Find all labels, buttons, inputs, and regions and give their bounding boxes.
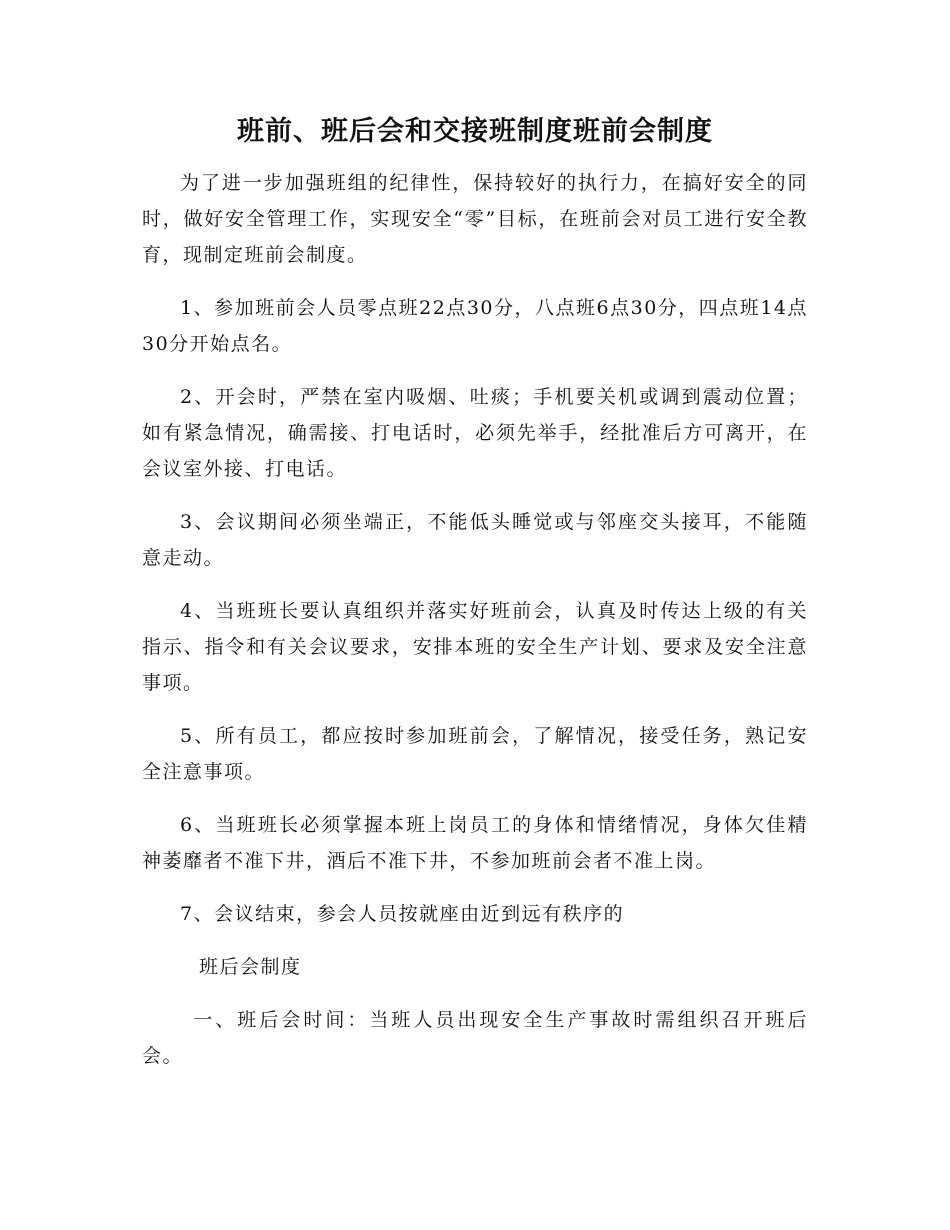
rule-2-paragraph: 2、开会时，严禁在室内吸烟、吐痰；手机要关机或调到震动位置；如有紧急情况，确需接、打电话时，必须先举手，经批准后方可离开，在会议室外接、打电话。	[142, 386, 808, 480]
rule-7-paragraph: 7、会议结束，参会人员按就座由近到远有秩序的	[180, 903, 625, 925]
section-2-rule-1-paragraph: 一、班后会时间：当班人员出现安全生产事故时需组织召开班后会。	[142, 1009, 808, 1067]
rule-1-paragraph: 1、参加班前会人员零点班22点30分，八点班6点30分，四点班14点30分开始点名。	[142, 297, 808, 355]
document-title: 班前、班后会和交接班制度班前会制度	[237, 116, 713, 147]
section-2-heading: 班后会制度	[199, 956, 302, 978]
rule-6-paragraph: 6、当班班长必须掌握本班上岗员工的身体和情绪情况，身体欠佳精神萎靡者不准下井，酒后不准下井，不参加班前会者不准上岗。	[142, 814, 808, 872]
document-body	[142, 165, 808, 1091]
rule-5-paragraph: 5、所有员工，都应按时参加班前会，了解情况，接受任务，熟记安全注意事项。	[142, 725, 808, 783]
intro-paragraph: 为了进一步加强班组的纪律性，保持较好的执行力，在搞好安全的同时，做好安全管理工作，实现安全“零”目标，在班前会对员工进行安全教育，现制定班前会制度。	[142, 172, 808, 266]
rule-3-paragraph: 3、会议期间必须坐端正，不能低头睡觉或与邻座交头接耳，不能随意走动。	[142, 511, 808, 569]
rule-4-paragraph: 4、当班班长要认真组织并落实好班前会，认真及时传达上级的有关指示、指令和有关会议要求，安排本班的安全生产计划、要求及安全注意事项。	[142, 600, 808, 694]
